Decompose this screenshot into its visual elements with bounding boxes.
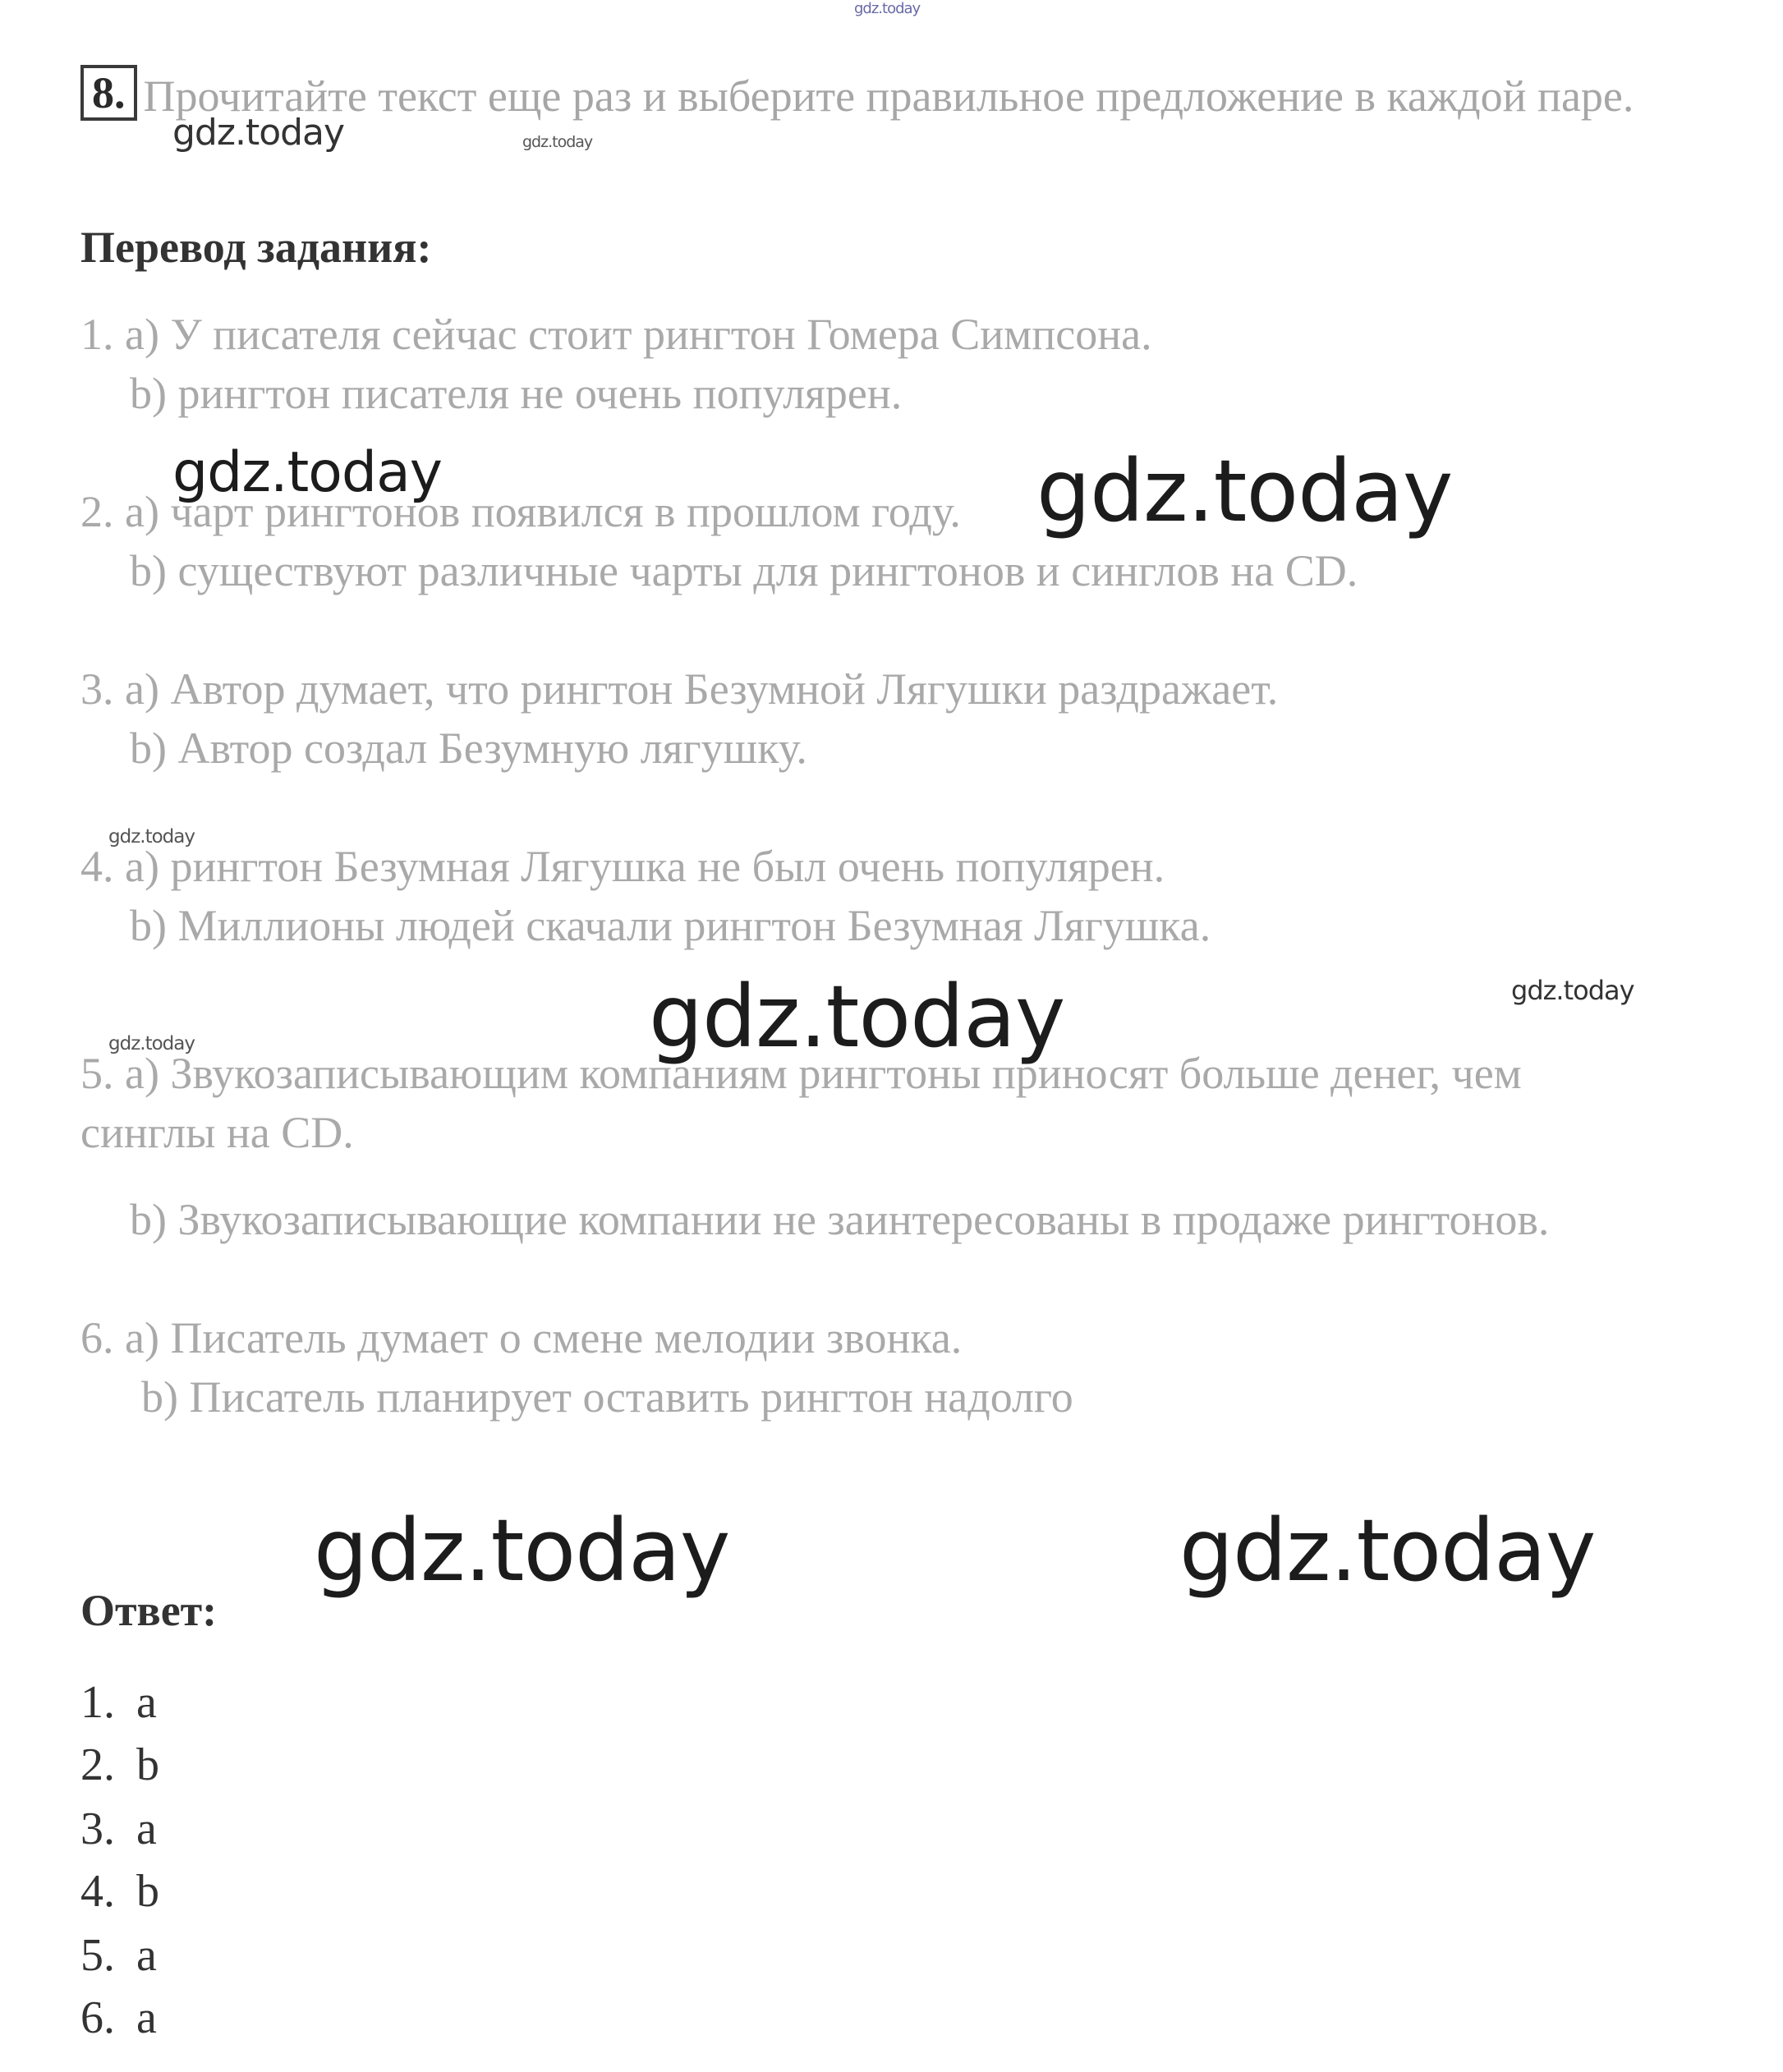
answer-item-5 — [80, 1928, 157, 1982]
answer-letter: a — [136, 1677, 157, 1728]
answer-number: 4. — [80, 1866, 115, 1917]
watermark: gdz.today — [1179, 1500, 1596, 1601]
item-4-option-b: b) Миллионы людей скачали рингтон Безумная Лягушка. — [130, 901, 1211, 950]
answer-letter: a — [136, 1803, 157, 1854]
item-3-option-b: b) Автор создал Безумную лягушку. — [130, 724, 807, 773]
item-2-option-b: b) существуют различные чарты для рингтонов и синглов на CD. — [130, 546, 1358, 595]
watermark: gdz.today — [1036, 441, 1453, 541]
item-3-option-a: 3. a) Автор думает, что рингтон Безумной Лягушки раздражает. — [80, 664, 1279, 714]
answer-letter: b — [136, 1739, 159, 1790]
answer-item-1 — [80, 1675, 157, 1730]
answer-number: 1. — [80, 1677, 115, 1728]
watermark: gdz.today — [172, 112, 345, 154]
answer-letter: a — [136, 1930, 157, 1981]
item-1-option-b: b) рингтон писателя не очень популярен. — [130, 369, 903, 418]
answer-number: 5. — [80, 1930, 115, 1981]
answer-item-2 — [80, 1738, 159, 1792]
watermark: gdz.today — [172, 440, 442, 505]
item-6-option-a: 6. a) Писатель думает о смене мелодии звонка. — [80, 1313, 963, 1362]
answer-item-6 — [80, 1991, 157, 2045]
item-5-option-b: b) Звукозаписывающие компании не заинтересованы в продаже рингтонов. — [130, 1195, 1550, 1244]
watermark: gdz.today — [522, 133, 593, 151]
answer-letter: a — [136, 1992, 157, 2043]
task-instruction: Прочитайте текст еще раз и выберите правильное предложение в каждой паре. — [143, 71, 1634, 121]
answer-number: 3. — [80, 1803, 115, 1854]
item-5-option-a-line-1: 5. a) Звукозаписывающим компаниям рингтоны приносят больше денег, чем — [80, 1049, 1522, 1098]
answer-letter: b — [136, 1866, 159, 1917]
watermark: gdz.today — [108, 1033, 195, 1054]
item-6-option-b: b) Писатель планирует оставить рингтон надолго — [141, 1372, 1073, 1422]
watermark: gdz.today — [854, 0, 921, 17]
watermark: gdz.today — [314, 1500, 730, 1601]
item-4-option-a: 4. a) рингтон Безумная Лягушка не был очень популярен. — [80, 842, 1165, 891]
translation-heading: Перевод задания: — [80, 223, 432, 272]
answer-item-4 — [80, 1864, 159, 1918]
watermark: gdz.today — [1511, 975, 1634, 1006]
item-5-option-a-line-2: синглы на CD. — [80, 1108, 354, 1157]
item-1-option-a: 1. a) У писателя сейчас стоит рингтон Гомера Симпсона. — [80, 310, 1152, 359]
watermark: gdz.today — [649, 967, 1065, 1067]
answer-heading: Ответ: — [80, 1586, 218, 1635]
task-number: 8. — [80, 65, 137, 121]
answer-number: 2. — [80, 1739, 115, 1790]
answer-item-3 — [80, 1802, 157, 1856]
watermark: gdz.today — [108, 826, 195, 848]
item-2-option-a: 2. a) чарт рингтонов появился в прошлом году. — [80, 487, 961, 536]
answer-number: 6. — [80, 1992, 115, 2043]
